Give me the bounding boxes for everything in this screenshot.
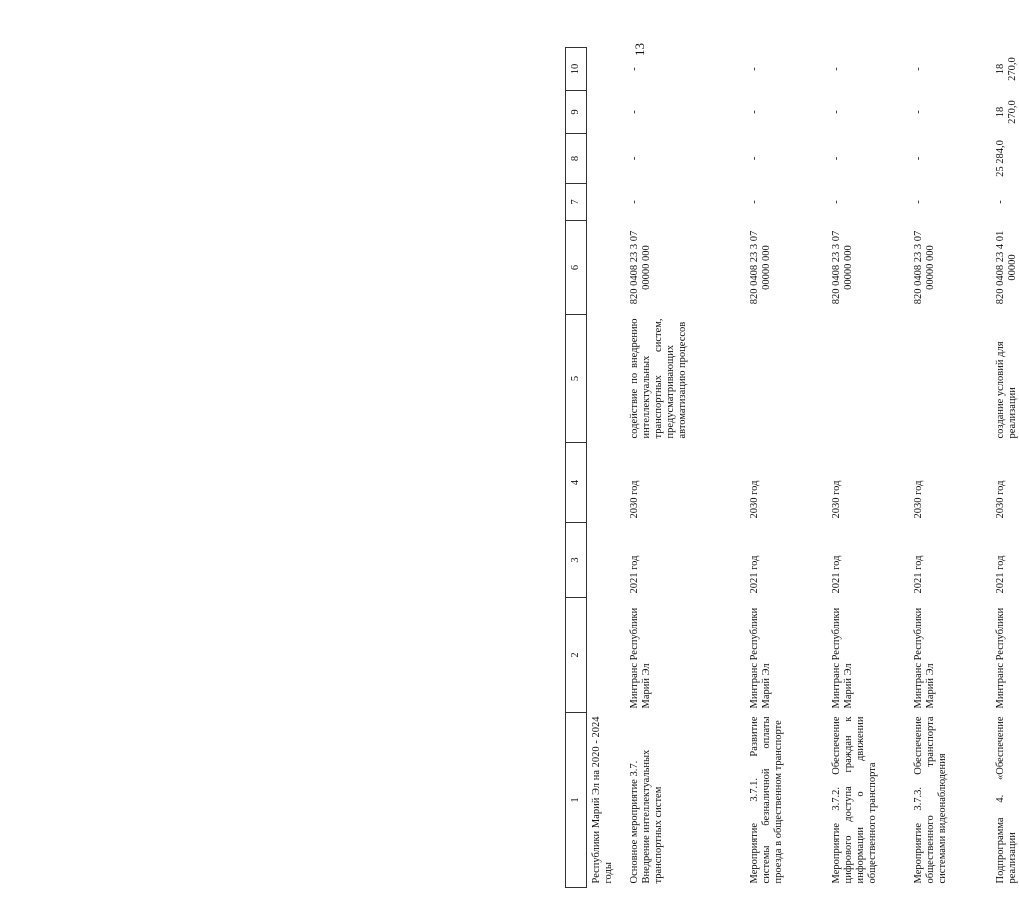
- responsible-cell: Минтранс Республики Марий Эл: [749, 607, 772, 709]
- value-cell-10: -: [629, 67, 640, 71]
- responsible-cell: Минтранс Республики Марий Эл: [629, 607, 652, 709]
- column-header-8: 8: [566, 134, 587, 184]
- end-year-cell: 2030 год: [629, 480, 640, 519]
- value-cell-9: 18 270,0: [995, 100, 1018, 124]
- table-row: [587, 48, 622, 888]
- start-year-cell: 2021 год: [913, 555, 924, 594]
- value-cell-8: -: [749, 156, 760, 161]
- table-row: [821, 48, 903, 888]
- value-cell-9: -: [831, 110, 842, 114]
- table-row: [739, 48, 821, 888]
- budget-code-cell: 820 0408 23 3 07 00000 000: [749, 230, 772, 305]
- responsible-cell: Минтранс Республики Марий Эл: [831, 607, 854, 709]
- value-cell-9: -: [629, 110, 640, 114]
- result-cell: содействие по внедрению интеллектуальных транспортных систем, предусматривающих автоматизацию процессов: [629, 318, 688, 439]
- end-year-cell: 2030 год: [831, 480, 842, 519]
- value-cell-10: [587, 48, 622, 91]
- responsible-cell: Минтранс Республики Марий Эл: [913, 607, 936, 709]
- activity-name-cell: Подпрограмма 4. «Обеспечение реализации: [995, 716, 1018, 884]
- result-cell: [821, 315, 903, 443]
- table-row: [903, 48, 985, 888]
- result-cell: [739, 315, 821, 443]
- start-year-cell: 2021 год: [629, 555, 640, 594]
- column-header-5: 5: [566, 315, 587, 443]
- activity-name-cell: Республики Марий Эл на 2020 - 2024 годы: [591, 716, 614, 884]
- column-header-9: 9: [566, 91, 587, 134]
- value-cell-8: -: [913, 156, 924, 161]
- value-cell-10: 18 270,0: [995, 57, 1018, 81]
- budget-code-cell: 820 0408 23 3 07 00000 000: [629, 230, 652, 305]
- table-row: [621, 48, 739, 888]
- column-header-7: 7: [566, 184, 587, 221]
- column-number-row: [566, 48, 587, 888]
- value-cell-10: -: [831, 67, 842, 71]
- column-header-2: 2: [566, 598, 587, 713]
- budget-code-cell: [587, 221, 622, 315]
- program-activities-table: [565, 47, 1019, 888]
- table-row: [985, 48, 1019, 888]
- start-year-cell: 2021 год: [995, 555, 1006, 594]
- value-cell-10: -: [913, 67, 924, 71]
- end-year-cell: 2030 год: [913, 480, 924, 519]
- value-cell-9: [587, 91, 622, 134]
- column-header-4: 4: [566, 443, 587, 523]
- budget-code-cell: 820 0408 23 4 01 00000: [995, 230, 1018, 305]
- budget-code-cell: 820 0408 23 3 07 00000 000: [831, 230, 854, 305]
- column-header-3: 3: [566, 523, 587, 598]
- column-header-6: 6: [566, 221, 587, 315]
- value-cell-7: -: [831, 200, 842, 204]
- start-year-cell: 2021 год: [831, 555, 842, 594]
- value-cell-8: -: [831, 156, 842, 161]
- page-number: 13: [632, 43, 647, 56]
- start-year-cell: [587, 523, 622, 598]
- result-cell: [903, 315, 985, 443]
- activity-name-cell: Мероприятие 3.7.2. Обеспечение цифрового доступа граждан к информации о движении общественного транспорта: [831, 716, 878, 884]
- column-header-1: 1: [566, 713, 587, 888]
- end-year-cell: 2030 год: [749, 480, 760, 519]
- value-cell-9: -: [913, 110, 924, 114]
- value-cell-7: -: [913, 200, 924, 204]
- budget-code-cell: 820 0408 23 3 07 00000 000: [913, 230, 936, 305]
- value-cell-8: 25 284,0: [995, 140, 1006, 177]
- result-cell: создание условий для реализации: [995, 341, 1018, 439]
- value-cell-8: -: [629, 156, 640, 161]
- activity-name-cell: Основное мероприятие 3.7. Внедрение интеллектуальных транспортных систем: [629, 749, 664, 884]
- end-year-cell: 2030 год: [995, 480, 1006, 519]
- value-cell-7: -: [995, 200, 1006, 204]
- value-cell-7: -: [749, 200, 760, 204]
- result-cell: [587, 315, 622, 443]
- end-year-cell: [587, 443, 622, 523]
- responsible-cell: [587, 598, 622, 713]
- activity-name-cell: Мероприятие 3.7.3. Обеспечение общественного транспорта системами видеонаблюдения: [913, 716, 948, 884]
- value-cell-8: [587, 134, 622, 184]
- value-cell-7: -: [629, 200, 640, 204]
- value-cell-10: -: [749, 67, 760, 71]
- rotated-table-container: [565, 48, 1018, 888]
- responsible-cell: Минтранс Республики: [995, 607, 1006, 709]
- value-cell-9: -: [749, 110, 760, 114]
- start-year-cell: 2021 год: [749, 555, 760, 594]
- column-header-10: 10: [566, 48, 587, 91]
- value-cell-7: [587, 184, 622, 221]
- activity-name-cell: Мероприятие 3.7.1. Развитие системы безналичной оплаты проезда в общественном транспорте: [749, 716, 784, 884]
